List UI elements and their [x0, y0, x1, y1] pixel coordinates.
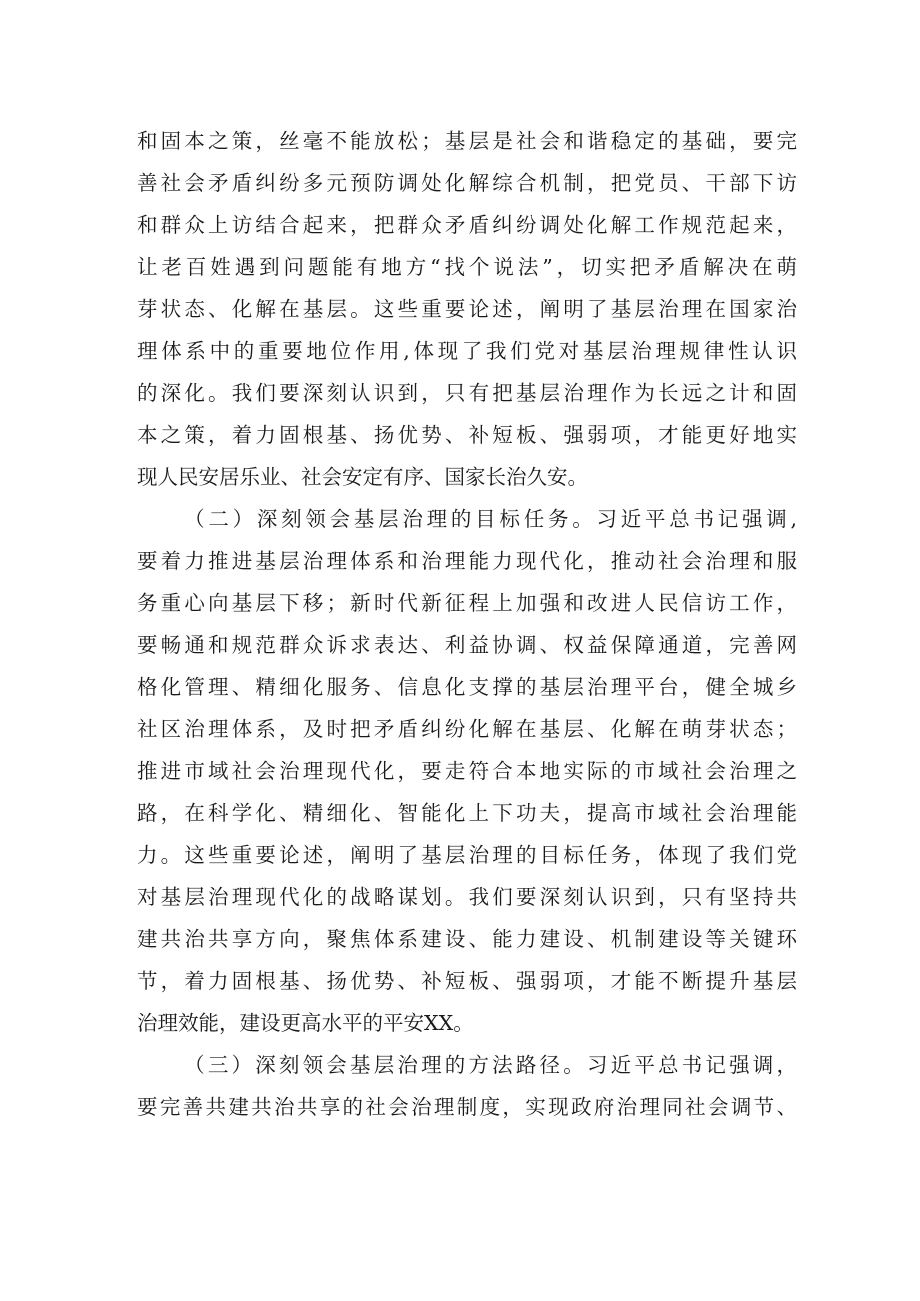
text-line: 力。这些重要论述，阐明了基层治理的目标任务，体现了我们党 [137, 843, 797, 867]
text-line: 治理效能，建设更高水平的平安XX。 [137, 1011, 474, 1035]
text-line: 让老百姓遇到问题能有地方“找个说法”，切实把矛盾解决在萌 [137, 255, 797, 279]
text-line: 和群众上访结合起来，把群众矛盾纠纷调处化解工作规范起来， [137, 213, 797, 237]
text-line: 对基层治理现代化的战略谋划。我们要深刻认识到，只有坚持共 [137, 885, 797, 909]
text-line: 要畅通和规范群众诉求表达、利益协调、权益保障通道，完善网 [137, 633, 797, 657]
text-line: 推进市域社会治理现代化，要走符合本地实际的市域社会治理之 [137, 759, 797, 783]
text-line: 要着力推进基层治理体系和治理能力现代化，推动社会治理和服 [137, 549, 797, 573]
text-line: 建共治共享方向，聚焦体系建设、能力建设、机制建设等关键环 [137, 927, 797, 951]
text-line: 务重心向基层下移；新时代新征程上加强和改进人民信访工作， [137, 591, 797, 615]
text-line: 和固本之策，丝毫不能放松；基层是社会和谐稳定的基础，要完 [137, 129, 797, 153]
section-heading-line: （二）深刻领会基层治理的目标任务。习近平总书记强调, [184, 507, 797, 531]
document-body [137, 120, 797, 1128]
text-line: 理体系中的重要地位作用,体现了我们党对基层治理规律性认识 [137, 339, 797, 363]
text-line: 路，在科学化、精细化、智能化上下功夫，提高市域社会治理能 [137, 801, 797, 825]
paragraph-1 [137, 120, 797, 498]
text-line: 格化管理、精细化服务、信息化支撑的基层治理平台，健全城乡 [137, 675, 797, 699]
text-line: 社区治理体系，及时把矛盾纠纷化解在基层、化解在萌芽状态； [137, 717, 797, 741]
text-line: 本之策，着力固根基、扬优势、补短板、强弱项，才能更好地实 [137, 423, 797, 447]
text-line: 要完善共建共治共享的社会治理制度，实现政府治理同社会调节、 [137, 1095, 797, 1119]
text-line: 芽状态、化解在基层。这些重要论述，阐明了基层治理在国家治 [137, 297, 797, 321]
text-line: 的深化。我们要深刻认识到，只有把基层治理作为长远之计和固 [137, 381, 797, 405]
section-heading-line: （三）深刻领会基层治理的方法路径。习近平总书记强调， [184, 1053, 797, 1077]
paragraph-2 [137, 498, 797, 1044]
text-line: 节，着力固根基、扬优势、补短板、强弱项，才能不断提升基层 [137, 969, 797, 993]
text-line: 善社会矛盾纠纷多元预防调处化解综合机制，把党员、干部下访 [137, 171, 797, 195]
text-line: 现人民安居乐业、社会安定有序、国家长治久安。 [137, 465, 588, 489]
paragraph-3 [137, 1044, 797, 1128]
